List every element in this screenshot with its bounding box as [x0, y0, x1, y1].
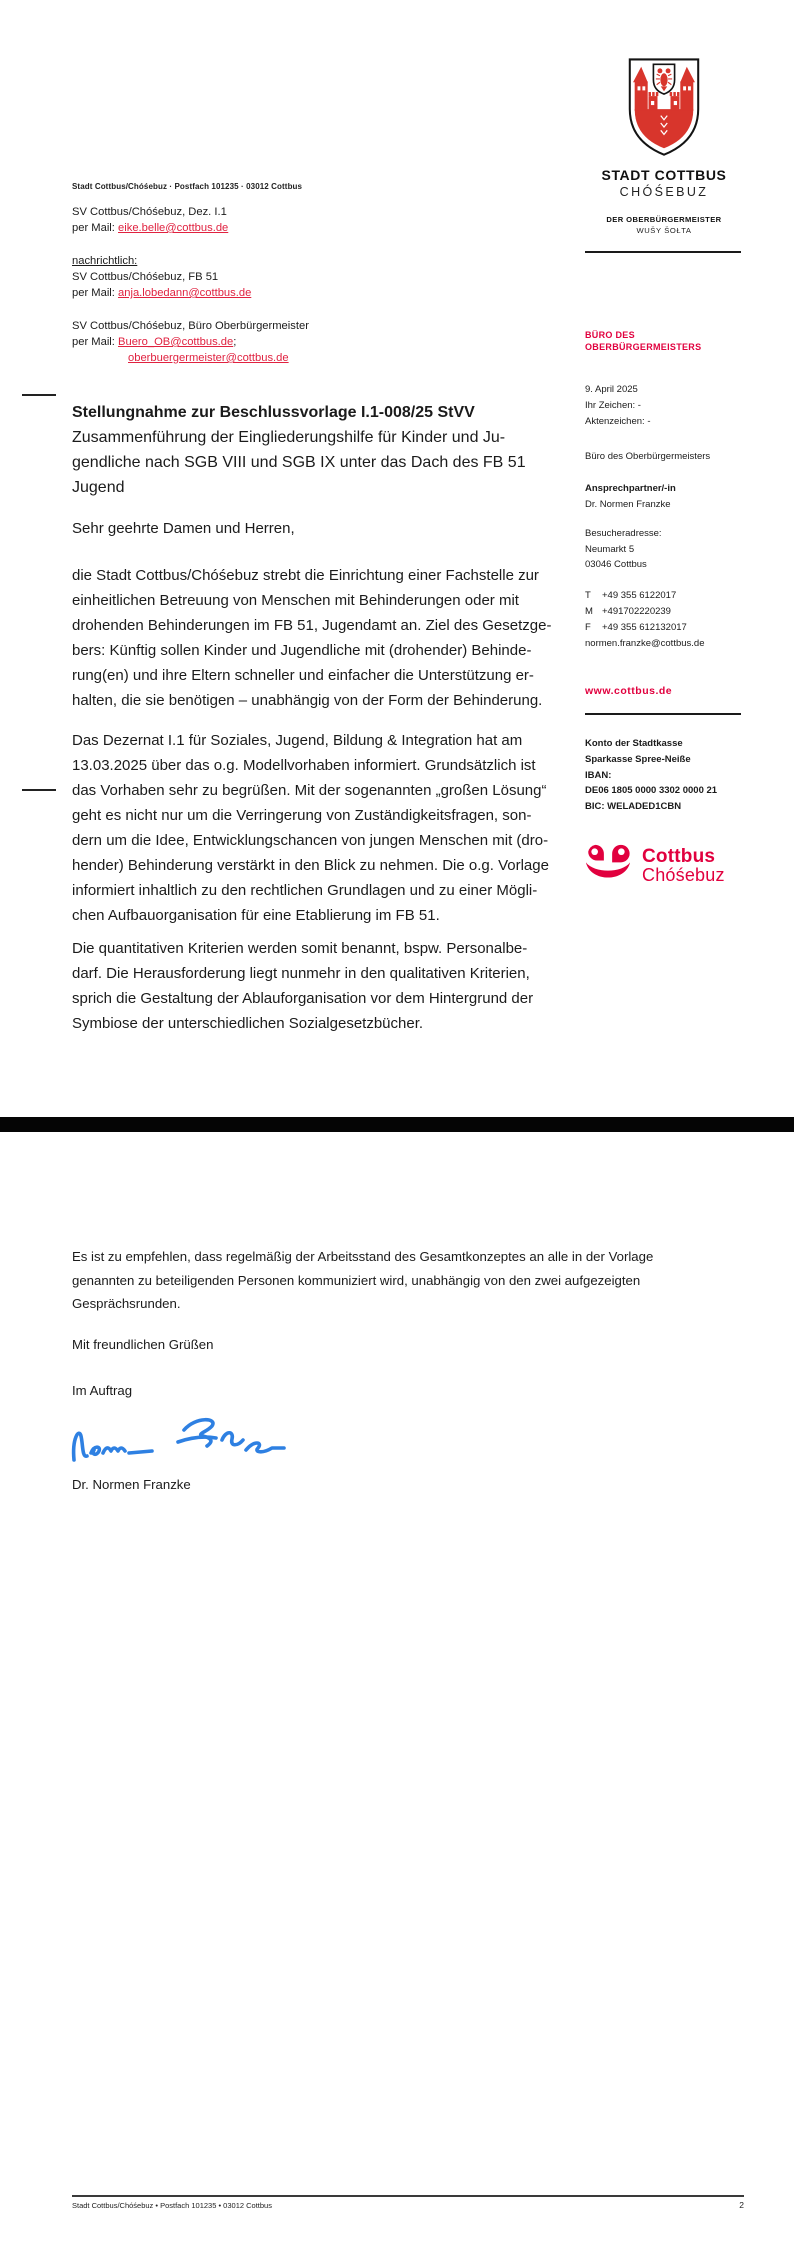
cc2-org: SV Cottbus/Chóśebuz, Büro Oberbürgermeister: [72, 320, 309, 332]
fold-mark-top: [22, 394, 56, 396]
office-label: BÜRO DES OBERBÜRGERMEISTERS: [585, 330, 702, 352]
mobile-label: M: [585, 606, 593, 617]
logo-wordmark-sorbian: Chóśebuz: [642, 865, 725, 885]
page-number: 2: [739, 2200, 744, 2210]
phone-block: [585, 588, 704, 652]
cottbus-brand-logo: [583, 843, 725, 889]
mobile-number: +491702220239: [602, 606, 671, 617]
recipient-block: [72, 204, 309, 383]
mayor-title-german: DER OBERBÜRGERMEISTER: [606, 215, 722, 224]
date-reference-block: [585, 382, 650, 430]
handwritten-signature: [66, 1408, 296, 1466]
header-divider: [585, 251, 741, 253]
mail-prefix: per Mail:: [72, 336, 119, 348]
logo-wordmark-german: Cottbus: [642, 846, 716, 867]
cottbus-logo-icon: [583, 843, 633, 889]
cc2-email-link-1[interactable]: Buero_OB@cottbus.de: [118, 336, 234, 348]
website-link[interactable]: www.cottbus.de: [585, 685, 673, 697]
email-separator: ;: [233, 336, 237, 348]
letter-date: 9. April 2025: [585, 384, 638, 395]
page-break-bar: [0, 1117, 794, 1132]
visitor-street: Neumarkt 5: [585, 543, 635, 555]
return-address-line: Stadt Cottbus/Chóśebuz · Postfach 101235 · 03012 Cottbus: [72, 182, 303, 191]
on-behalf-line: Im Auftrag: [72, 1383, 133, 1398]
paragraph-4: Es ist zu empfehlen, dass regelmäßig der Arbeitsstand des Gesamtkonzeptes an alle in der Vorlage genannten zu beteiligenden Personen kommuniziert wird, unabhängig von den zwei aufgezeigten Gesprächsrunden.: [72, 1249, 654, 1311]
footer-divider: [72, 2195, 744, 2197]
city-header: [585, 57, 743, 235]
visitor-address-block: [585, 526, 662, 573]
fold-mark-bottom: [22, 789, 56, 791]
bank-details-block: Konto der Stadtkasse Sparkasse Spree-Neiße IBAN: DE06 1805 0000 3302 0000 21 BIC: WELADED1CBN: [585, 738, 718, 813]
city-name-sorbian: CHÓŚEBUZ: [619, 185, 709, 199]
cc-label: nachrichtlich:: [72, 255, 138, 267]
subject-block: [72, 400, 526, 500]
subject-title: Stellungnahme zur Beschlussvorlage I.1-008/25 StVV: [72, 404, 475, 421]
city-name-german: STADT COTTBUS: [601, 167, 727, 183]
your-reference: Ihr Zeichen: -: [585, 400, 641, 411]
visitor-address-label: Besucheradresse:: [585, 528, 662, 539]
file-reference: Aktenzeichen: -: [585, 416, 651, 427]
mayor-title-sorbian: WUŠY ŠOŁTA: [636, 226, 692, 235]
contact-label: Ansprechpartner/-in: [585, 483, 676, 494]
fax-number: +49 355 612132017: [602, 622, 687, 633]
mail-prefix: per Mail:: [72, 222, 119, 234]
paragraph-1: die Stadt Cottbus/Chóśebuz strebt die Einrichtung einer Fachstelle zur einheitlichen Betreuung von Menschen mit Behinderungen oder mit drohenden Behinderungen im FB 51, Jugendamt an. Ziel des Gesetzge- bers: Künftig sollen Kinder und Jugendliche mit (drohender) Behinde- rung(en) und ihre Eltern schneller und einfacher die Unterstützung er- halten, die sie benötigen – unabhängig von der Form der Behinderung.: [72, 567, 552, 709]
cc1-email-link[interactable]: anja.lobedann@cottbus.de: [118, 287, 252, 299]
signer-name: Dr. Normen Franzke: [72, 1477, 191, 1492]
contact-email: normen.franzke@cottbus.de: [585, 638, 705, 649]
phone-label: T: [585, 590, 591, 601]
issuing-unit: Büro des Oberbürgermeisters: [585, 451, 711, 462]
recipient-email-link[interactable]: eike.belle@cottbus.de: [118, 222, 229, 234]
cc1-org: SV Cottbus/Chóśebuz, FB 51: [72, 271, 219, 283]
mail-prefix: per Mail:: [72, 287, 119, 299]
subject-subtitle: Zusammenführung der Eingliederungshilfe für Kinder und Ju- gendliche nach SGB VIII und SGB IX unter das Dach des FB 51 Jugend: [72, 429, 526, 496]
fax-label: F: [585, 622, 591, 633]
phone-number: +49 355 6122017: [602, 590, 677, 601]
visitor-city: 03046 Cottbus: [585, 559, 647, 570]
paragraph-2: Das Dezernat I.1 für Soziales, Jugend, Bildung & Integration hat am 13.03.2025 über das o.g. Modellvorhaben informiert. Grundsätzlich ist das Vorhaben sehr zu begrüßen. Mit der sogenannten „großen Lösung“ geht es nicht nur um die Verringerung von Zuständigkeitsfragen, son- dern um die Idee, Entwicklungschancen von jungen Menschen mit (dro- hender) Behinderung verstärkt in den Blick zu nehmen. Die o.g. Vorlage informiert inhaltlich zu den rechtlichen Grundlagen und zu einer Mögli- chen Aufbauorganisation für eine Etablierung im FB 51.: [72, 732, 549, 924]
meta-divider: [585, 713, 741, 715]
cc2-email-link-2[interactable]: oberbuergermeister@cottbus.de: [128, 352, 289, 364]
coat-of-arms-icon: [623, 57, 705, 158]
closing-formula: Mit freundlichen Grüßen: [72, 1337, 214, 1352]
footer-address: Stadt Cottbus/Chóśebuz • Postfach 101235 • 03012 Cottbus: [72, 2201, 272, 2210]
recipient-org: SV Cottbus/Chóśebuz, Dez. I.1: [72, 206, 227, 218]
salutation: Sehr geehrte Damen und Herren,: [72, 520, 295, 537]
contact-block: [585, 481, 676, 513]
paragraph-3: Die quantitativen Kriterien werden somit benannt, bspw. Personalbe- darf. Die Herausforderung liegt nunmehr in den qualitativen Kriterien, sprich die Gestaltung der Ablauforganisation vor dem Hintergrund der Symbiose der unterschiedlichen Sozialgesetzbücher.: [72, 940, 534, 1032]
contact-name: Dr. Normen Franzke: [585, 499, 671, 510]
